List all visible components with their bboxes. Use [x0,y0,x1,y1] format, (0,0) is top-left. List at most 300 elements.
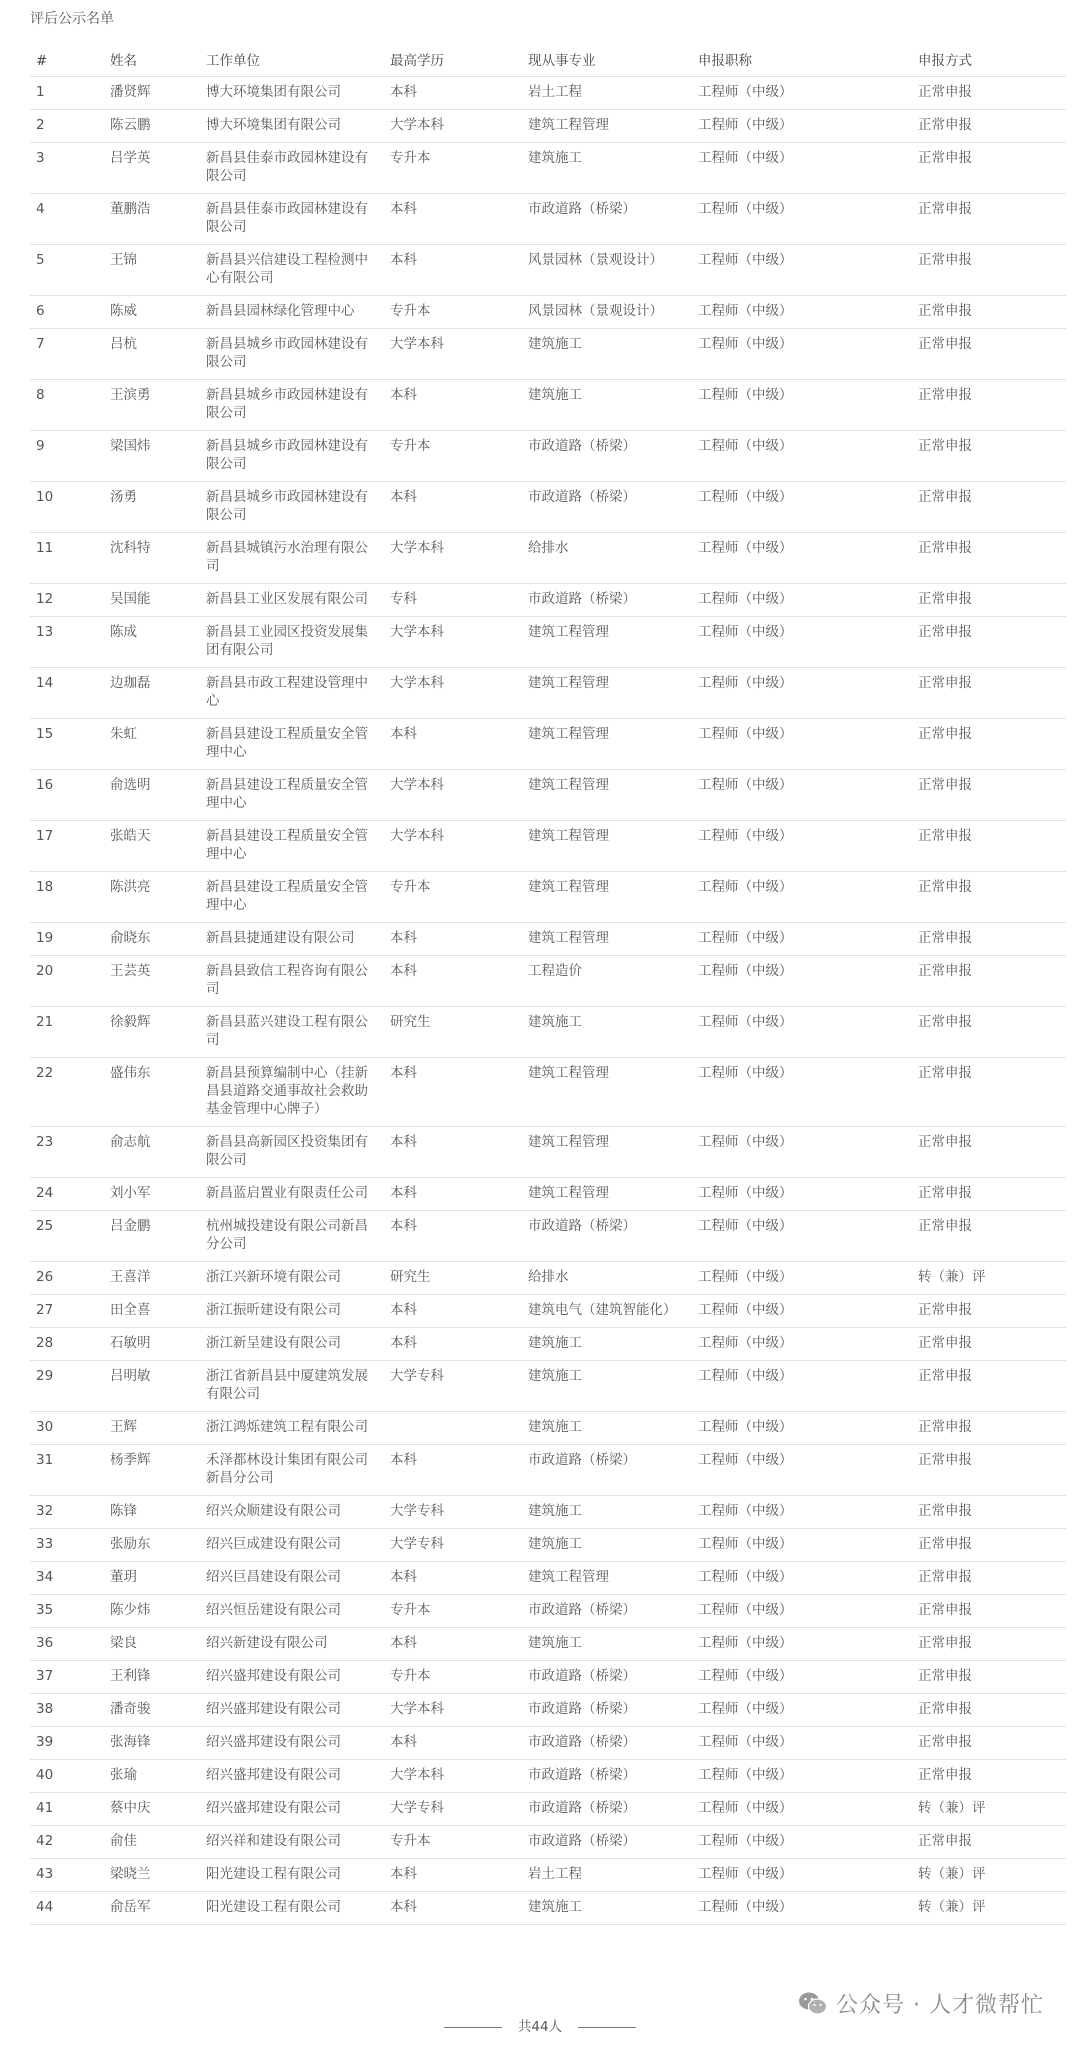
cell-name: 刘小军 [104,1178,200,1211]
cell-name: 梁国炜 [104,431,200,482]
cell-company: 绍兴巨昌建设有限公司 [200,1562,384,1595]
cell-method: 正常申报 [912,110,1066,143]
cell-index: 32 [30,1496,104,1529]
cell-major: 市政道路（桥梁） [522,482,692,533]
table-row [30,533,1066,584]
col-major-header: 现从事专业 [522,47,692,77]
watermark-text: 公众号 · 人才微帮忙 [836,1993,1044,2018]
cell-education: 本科 [384,245,522,296]
cell-major: 建筑工程管理 [522,1127,692,1178]
table-row [30,1694,1066,1727]
table-row [30,1127,1066,1178]
cell-company: 新昌县建设工程质量安全管理中心 [200,770,384,821]
cell-index: 24 [30,1178,104,1211]
cell-major: 建筑工程管理 [522,1178,692,1211]
wechat-icon [798,1991,828,2017]
cell-name: 蔡中庆 [104,1793,200,1826]
cell-method: 正常申报 [912,770,1066,821]
cell-name: 朱虹 [104,719,200,770]
table-row [30,245,1066,296]
cell-education: 本科 [384,1562,522,1595]
cell-title: 工程师（中级） [692,1412,912,1445]
cell-method: 正常申报 [912,1127,1066,1178]
table-row [30,1412,1066,1445]
cell-name: 梁良 [104,1628,200,1661]
cell-major: 市政道路（桥梁） [522,1694,692,1727]
cell-method: 正常申报 [912,482,1066,533]
cell-title: 工程师（中级） [692,1361,912,1412]
cell-name: 张瑜 [104,1760,200,1793]
cell-method: 正常申报 [912,956,1066,1007]
cell-major: 风景园林（景观设计） [522,296,692,329]
cell-title: 工程师（中级） [692,923,912,956]
cell-index: 19 [30,923,104,956]
cell-title: 工程师（中级） [692,1562,912,1595]
cell-name: 董鹏浩 [104,194,200,245]
cell-index: 20 [30,956,104,1007]
cell-major: 市政道路（桥梁） [522,1595,692,1628]
cell-major: 岩土工程 [522,1859,692,1892]
cell-name: 杨季辉 [104,1445,200,1496]
cell-company: 绍兴祥和建设有限公司 [200,1826,384,1859]
table-row [30,1445,1066,1496]
cell-title: 工程师（中级） [692,296,912,329]
cell-education: 大学本科 [384,770,522,821]
cell-education: 大学本科 [384,1760,522,1793]
cell-company: 新昌县城乡市政园林建设有限公司 [200,380,384,431]
cell-index: 42 [30,1826,104,1859]
cell-major: 建筑施工 [522,1412,692,1445]
cell-title: 工程师（中级） [692,821,912,872]
cell-name: 徐毅辉 [104,1007,200,1058]
cell-company: 新昌县工业园区投资发展集团有限公司 [200,617,384,668]
cell-company: 浙江新呈建设有限公司 [200,1328,384,1361]
cell-method: 正常申报 [912,1412,1066,1445]
cell-education: 大学专科 [384,1529,522,1562]
table-row [30,482,1066,533]
cell-education: 本科 [384,1127,522,1178]
col-name-header: 姓名 [104,47,200,77]
cell-company: 绍兴众顺建设有限公司 [200,1496,384,1529]
cell-name: 吕学英 [104,143,200,194]
cell-name: 梁晓兰 [104,1859,200,1892]
cell-name: 陈成 [104,617,200,668]
cell-education: 大学本科 [384,110,522,143]
cell-company: 浙江鸿烁建筑工程有限公司 [200,1412,384,1445]
table-row [30,584,1066,617]
cell-major: 建筑工程管理 [522,872,692,923]
cell-index: 17 [30,821,104,872]
table-row [30,617,1066,668]
cell-company: 新昌县工业区发展有限公司 [200,584,384,617]
table-row [30,1328,1066,1361]
cell-education: 专科 [384,584,522,617]
cell-company: 新昌县建设工程质量安全管理中心 [200,719,384,770]
cell-major: 风景园林（景观设计） [522,245,692,296]
cell-major: 建筑工程管理 [522,923,692,956]
cell-method: 正常申报 [912,329,1066,380]
cell-title: 工程师（中级） [692,110,912,143]
table-row [30,872,1066,923]
cell-education: 本科 [384,1328,522,1361]
cell-major: 给排水 [522,533,692,584]
table-row [30,1211,1066,1262]
cell-name: 王滨勇 [104,380,200,431]
cell-method: 正常申报 [912,143,1066,194]
total-count: 共44人 [517,2019,563,2035]
cell-name: 张皓天 [104,821,200,872]
cell-major: 给排水 [522,1262,692,1295]
cell-education: 大学专科 [384,1496,522,1529]
cell-method: 正常申报 [912,194,1066,245]
cell-major: 建筑工程管理 [522,617,692,668]
cell-major: 建筑施工 [522,1328,692,1361]
cell-major: 市政道路（桥梁） [522,1211,692,1262]
cell-method: 正常申报 [912,1628,1066,1661]
cell-method: 正常申报 [912,1562,1066,1595]
cell-name: 俞晓东 [104,923,200,956]
cell-index: 29 [30,1361,104,1412]
table-row [30,821,1066,872]
cell-title: 工程师（中级） [692,1211,912,1262]
cell-major: 市政道路（桥梁） [522,1727,692,1760]
results-table [30,47,1066,1925]
cell-name: 石敏明 [104,1328,200,1361]
cell-name: 王利锋 [104,1661,200,1694]
cell-index: 5 [30,245,104,296]
cell-index: 26 [30,1262,104,1295]
cell-education: 大学专科 [384,1361,522,1412]
cell-index: 36 [30,1628,104,1661]
cell-method: 正常申报 [912,380,1066,431]
cell-major: 建筑工程管理 [522,110,692,143]
cell-title: 工程师（中级） [692,1793,912,1826]
cell-education: 研究生 [384,1007,522,1058]
cell-company: 新昌县佳泰市政园林建设有限公司 [200,143,384,194]
cell-company: 新昌县蓝兴建设工程有限公司 [200,1007,384,1058]
cell-name: 潘贤辉 [104,77,200,110]
cell-title: 工程师（中级） [692,194,912,245]
cell-company: 新昌县捷通建设有限公司 [200,923,384,956]
cell-education: 本科 [384,1727,522,1760]
cell-education: 专升本 [384,143,522,194]
cell-title: 工程师（中级） [692,1496,912,1529]
table-row [30,1595,1066,1628]
cell-education: 本科 [384,1445,522,1496]
cell-company: 新昌县兴信建设工程检测中心有限公司 [200,245,384,296]
cell-education: 本科 [384,923,522,956]
table-row [30,1628,1066,1661]
cell-index: 16 [30,770,104,821]
cell-index: 35 [30,1595,104,1628]
cell-education: 专升本 [384,872,522,923]
cell-title: 工程师（中级） [692,533,912,584]
table-row [30,1793,1066,1826]
table-row [30,923,1066,956]
cell-method: 正常申报 [912,1007,1066,1058]
cell-index: 11 [30,533,104,584]
cell-method: 正常申报 [912,872,1066,923]
cell-method: 正常申报 [912,1445,1066,1496]
cell-title: 工程师（中级） [692,1859,912,1892]
cell-education: 本科 [384,1058,522,1127]
cell-education: 大学本科 [384,668,522,719]
table-row [30,1760,1066,1793]
cell-company: 博大环境集团有限公司 [200,77,384,110]
cell-index: 13 [30,617,104,668]
cell-company: 绍兴恒岳建设有限公司 [200,1595,384,1628]
cell-education: 本科 [384,1859,522,1892]
cell-company: 绍兴盛邦建设有限公司 [200,1694,384,1727]
cell-title: 工程师（中级） [692,1445,912,1496]
cell-index: 27 [30,1295,104,1328]
cell-name: 俞志航 [104,1127,200,1178]
col-company-header: 工作单位 [200,47,384,77]
cell-name: 吕杭 [104,329,200,380]
cell-company: 阳光建设工程有限公司 [200,1892,384,1925]
page-title: 评后公示名单 [30,11,114,27]
cell-method: 正常申报 [912,1361,1066,1412]
table-row [30,1007,1066,1058]
cell-index: 33 [30,1529,104,1562]
cell-major: 建筑工程管理 [522,821,692,872]
cell-education: 本科 [384,719,522,770]
cell-education: 本科 [384,194,522,245]
cell-title: 工程师（中级） [692,617,912,668]
cell-major: 建筑电气（建筑智能化） [522,1295,692,1328]
cell-major: 建筑工程管理 [522,770,692,821]
cell-method: 正常申报 [912,923,1066,956]
cell-education: 本科 [384,482,522,533]
table-row [30,1892,1066,1925]
cell-company: 浙江省新昌县中厦建筑发展有限公司 [200,1361,384,1412]
cell-education: 本科 [384,1295,522,1328]
cell-company: 阳光建设工程有限公司 [200,1859,384,1892]
cell-name: 陈威 [104,296,200,329]
cell-index: 30 [30,1412,104,1445]
cell-index: 1 [30,77,104,110]
cell-major: 建筑施工 [522,143,692,194]
cell-title: 工程师（中级） [692,770,912,821]
cell-method: 正常申报 [912,1529,1066,1562]
cell-title: 工程师（中级） [692,1826,912,1859]
table-row [30,380,1066,431]
cell-index: 14 [30,668,104,719]
cell-index: 40 [30,1760,104,1793]
cell-name: 田全喜 [104,1295,200,1328]
cell-index: 43 [30,1859,104,1892]
cell-education: 专升本 [384,431,522,482]
cell-index: 22 [30,1058,104,1127]
cell-name: 俞佳 [104,1826,200,1859]
table-row [30,110,1066,143]
col-method-header: 申报方式 [912,47,1066,77]
cell-name: 吕明敏 [104,1361,200,1412]
cell-major: 市政道路（桥梁） [522,1826,692,1859]
cell-title: 工程师（中级） [692,1127,912,1178]
cell-company: 新昌县佳泰市政园林建设有限公司 [200,194,384,245]
table-row [30,77,1066,110]
cell-major: 建筑工程管理 [522,719,692,770]
table-row [30,143,1066,194]
cell-major: 市政道路（桥梁） [522,194,692,245]
cell-title: 工程师（中级） [692,956,912,1007]
cell-title: 工程师（中级） [692,872,912,923]
cell-education: 大学本科 [384,617,522,668]
cell-index: 39 [30,1727,104,1760]
cell-method: 正常申报 [912,1595,1066,1628]
cell-index: 31 [30,1445,104,1496]
cell-name: 陈少炜 [104,1595,200,1628]
table-row [30,1529,1066,1562]
cell-name: 盛伟东 [104,1058,200,1127]
cell-company: 禾泽都林设计集团有限公司新昌分公司 [200,1445,384,1496]
table-row [30,770,1066,821]
cell-index: 10 [30,482,104,533]
cell-company: 新昌县园林绿化管理中心 [200,296,384,329]
cell-company: 新昌县预算编制中心（挂新昌县道路交通事故社会救助基金管理中心牌子） [200,1058,384,1127]
cell-education: 专升本 [384,1595,522,1628]
cell-company: 新昌县市政工程建设管理中心 [200,668,384,719]
footer-divider-left [444,2027,502,2028]
cell-major: 市政道路（桥梁） [522,431,692,482]
cell-name: 俞岳军 [104,1892,200,1925]
cell-index: 7 [30,329,104,380]
cell-method: 正常申报 [912,77,1066,110]
cell-method: 转（兼）评 [912,1859,1066,1892]
cell-title: 工程师（中级） [692,1727,912,1760]
cell-company: 绍兴盛邦建设有限公司 [200,1760,384,1793]
table-row [30,719,1066,770]
table-header-row [30,47,1066,77]
cell-index: 4 [30,194,104,245]
cell-method: 正常申报 [912,245,1066,296]
cell-title: 工程师（中级） [692,1661,912,1694]
cell-title: 工程师（中级） [692,719,912,770]
cell-method: 转（兼）评 [912,1262,1066,1295]
cell-company: 新昌县建设工程质量安全管理中心 [200,872,384,923]
cell-education: 专升本 [384,1661,522,1694]
table-row [30,1859,1066,1892]
cell-major: 市政道路（桥梁） [522,1760,692,1793]
cell-title: 工程师（中级） [692,1628,912,1661]
table-row [30,1562,1066,1595]
cell-company: 新昌县城乡市政园林建设有限公司 [200,431,384,482]
cell-company: 新昌县城乡市政园林建设有限公司 [200,482,384,533]
cell-major: 市政道路（桥梁） [522,1793,692,1826]
col-education-header: 最高学历 [384,47,522,77]
cell-method: 正常申报 [912,431,1066,482]
cell-method: 正常申报 [912,1178,1066,1211]
cell-title: 工程师（中级） [692,329,912,380]
cell-education: 专升本 [384,1826,522,1859]
cell-major: 建筑施工 [522,1007,692,1058]
cell-company: 绍兴盛邦建设有限公司 [200,1727,384,1760]
cell-education: 本科 [384,1892,522,1925]
cell-major: 建筑工程管理 [522,1562,692,1595]
cell-name: 陈洪亮 [104,872,200,923]
cell-education: 研究生 [384,1262,522,1295]
cell-method: 正常申报 [912,533,1066,584]
cell-title: 工程师（中级） [692,431,912,482]
cell-index: 21 [30,1007,104,1058]
cell-major: 建筑工程管理 [522,1058,692,1127]
cell-method: 正常申报 [912,584,1066,617]
cell-major: 建筑施工 [522,1628,692,1661]
cell-company: 绍兴盛邦建设有限公司 [200,1661,384,1694]
cell-major: 工程造价 [522,956,692,1007]
cell-major: 建筑施工 [522,1892,692,1925]
cell-major: 岩土工程 [522,77,692,110]
cell-method: 正常申报 [912,1694,1066,1727]
cell-education: 本科 [384,1178,522,1211]
cell-company: 绍兴新建设有限公司 [200,1628,384,1661]
cell-index: 12 [30,584,104,617]
cell-method: 正常申报 [912,1295,1066,1328]
cell-index: 38 [30,1694,104,1727]
cell-education: 本科 [384,77,522,110]
cell-education: 大学本科 [384,1694,522,1727]
cell-name: 汤勇 [104,482,200,533]
cell-major: 建筑施工 [522,329,692,380]
table-row [30,1295,1066,1328]
cell-index: 18 [30,872,104,923]
cell-education: 本科 [384,1211,522,1262]
cell-index: 41 [30,1793,104,1826]
cell-major: 市政道路（桥梁） [522,1661,692,1694]
cell-name: 边珈磊 [104,668,200,719]
cell-method: 正常申报 [912,296,1066,329]
cell-company: 新昌蓝启置业有限责任公司 [200,1178,384,1211]
cell-title: 工程师（中级） [692,668,912,719]
table-row [30,431,1066,482]
cell-title: 工程师（中级） [692,584,912,617]
cell-education: 大学本科 [384,329,522,380]
col-index-header: # [30,47,104,77]
cell-index: 28 [30,1328,104,1361]
cell-index: 37 [30,1661,104,1694]
cell-name: 沈科特 [104,533,200,584]
cell-title: 工程师（中级） [692,1760,912,1793]
cell-education [384,1412,522,1445]
table-body [30,77,1066,1925]
footer-divider-right [578,2027,636,2028]
table-row [30,1178,1066,1211]
cell-education: 本科 [384,956,522,1007]
cell-major: 市政道路（桥梁） [522,584,692,617]
cell-name: 吕金鹏 [104,1211,200,1262]
cell-education: 大学本科 [384,821,522,872]
table-row [30,1661,1066,1694]
cell-company: 浙江兴新环境有限公司 [200,1262,384,1295]
cell-name: 吴国能 [104,584,200,617]
cell-company: 新昌县城镇污水治理有限公司 [200,533,384,584]
cell-major: 建筑施工 [522,1496,692,1529]
cell-name: 董玥 [104,1562,200,1595]
cell-method: 正常申报 [912,1826,1066,1859]
table-row [30,1058,1066,1127]
cell-title: 工程师（中级） [692,1295,912,1328]
cell-index: 3 [30,143,104,194]
cell-index: 2 [30,110,104,143]
cell-name: 潘奇骏 [104,1694,200,1727]
cell-method: 转（兼）评 [912,1892,1066,1925]
cell-title: 工程师（中级） [692,380,912,431]
cell-title: 工程师（中级） [692,1892,912,1925]
cell-method: 正常申报 [912,1727,1066,1760]
table-row [30,329,1066,380]
table-row [30,1727,1066,1760]
